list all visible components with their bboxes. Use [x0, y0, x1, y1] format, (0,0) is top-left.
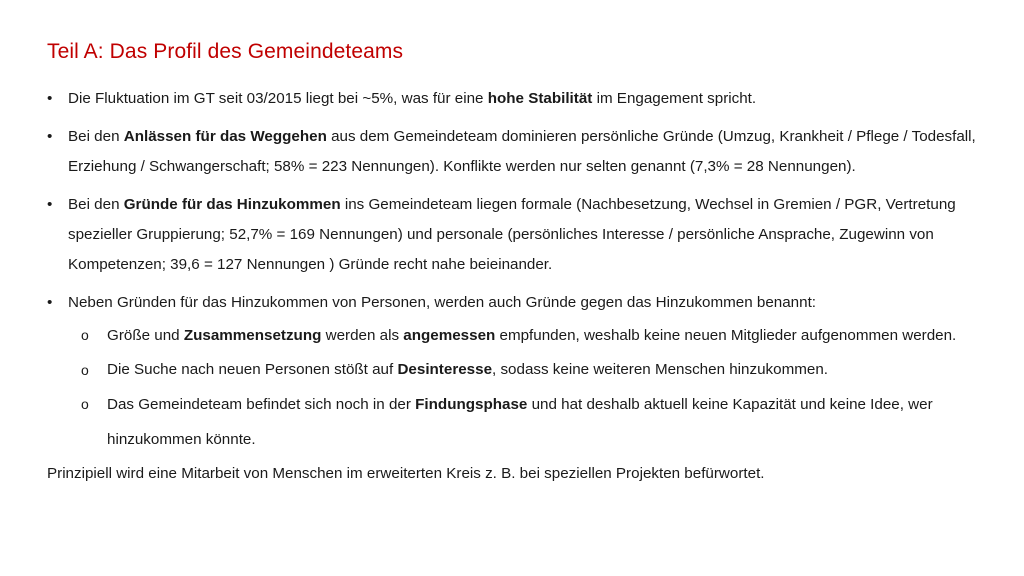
subbullet-groesse: [47, 318, 987, 353]
subbullet-findungsphase: [47, 387, 987, 457]
subbullet-text: Die Suche nach neuen Personen stößt auf Desinteresse, sodass keine weiteren Menschen hinzukommen.: [107, 361, 829, 378]
slide-title: Teil A: Das Profil des Gemeindeteams: [47, 40, 404, 63]
subbullet-marker: o: [81, 327, 89, 343]
bullet-marker: •: [47, 294, 53, 311]
bullet-fluktuation: [47, 84, 987, 114]
bullet-marker: •: [47, 90, 53, 107]
subbullet-marker: o: [81, 396, 89, 412]
slide-content: [47, 84, 987, 491]
subbullet-text: Das Gemeindeteam befindet sich noch in der Findungsphase und hat deshalb aktuell keine Kapazität und keine Idee, wer hinzukommen könnte.: [107, 396, 933, 448]
bullet-text: Bei den Anlässen für das Weggehen aus dem Gemeindeteam dominieren persönliche Gründe (Umzug, Krankheit / Pflege / Todesfall, Erziehung / Schwangerschaft; 58% = 223 Nennungen). Konflikte werden nur selten genannt (7,3% = 28 Nennungen).: [68, 128, 976, 175]
bullet-text: Bei den Gründe für das Hinzukommen ins Gemeindeteam liegen formale (Nachbesetzung, Wechsel in Gremien / PGR, Vertretung spezieller Gruppierung; 52,7% = 169 Nennungen) und personale (persönliches Interesse / persönliche Ansprache, Zugewinn von Kompetenzen; 39,6 = 127 Nennungen ) Gründe recht nahe beieinander.: [68, 196, 956, 273]
subbullet-text: Größe und Zusammensetzung werden als angemessen empfunden, weshalb keine neuen Mitglieder aufgenommen werden.: [107, 327, 957, 344]
subbullet-desinteresse: [47, 353, 987, 387]
bullet-text: Die Fluktuation im GT seit 03/2015 liegt bei ~5%, was für eine hohe Stabilität im Engagement spricht.: [68, 90, 757, 107]
bullet-marker: •: [47, 196, 53, 213]
subbullet-marker: o: [81, 362, 89, 378]
bullet-text: Neben Gründen für das Hinzukommen von Personen, werden auch Gründe gegen das Hinzukommen benannt:: [68, 294, 817, 311]
bullet-hinzukommen: [47, 190, 987, 280]
bullet-gegen-hinzukommen: [47, 288, 987, 318]
closing-statement: Prinzipiell wird eine Mitarbeit von Menschen im erweiterten Kreis z. B. bei speziellen Projekten befürwortet.: [47, 465, 765, 482]
bullet-marker: •: [47, 128, 53, 145]
bullet-weggehen: [47, 122, 987, 182]
